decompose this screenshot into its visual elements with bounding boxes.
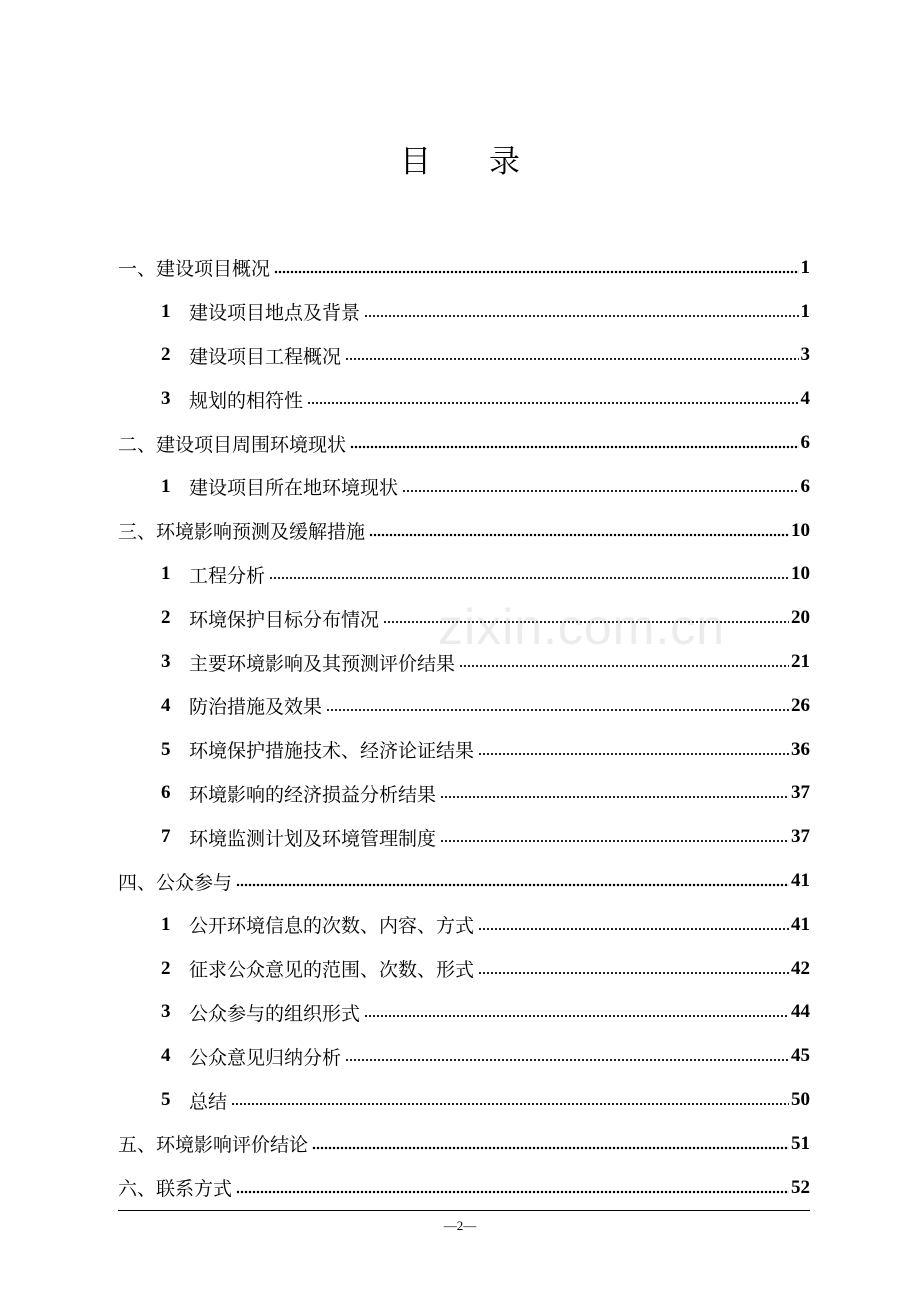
toc-entry-page-number: 3 — [800, 344, 810, 366]
toc-entry-number: 6 — [161, 782, 171, 804]
table-of-contents — [118, 246, 810, 1210]
toc-section-entry[interactable] — [118, 421, 810, 465]
dot-leader — [345, 1057, 789, 1063]
toc-entry-label: 六、联系方式 — [118, 1178, 233, 1201]
toc-subsection-entry[interactable] — [118, 1078, 810, 1122]
dot-leader — [236, 882, 789, 888]
toc-entry-label: 一、建设项目概况 — [118, 258, 271, 281]
dot-leader — [440, 838, 789, 844]
toc-entry-page-number: 42 — [791, 957, 810, 979]
dot-leader — [364, 1013, 789, 1019]
toc-entry-label: 环境影响的经济损益分析结果 — [189, 783, 437, 806]
toc-section-entry[interactable] — [118, 1122, 810, 1166]
toc-entry-number: 4 — [161, 1045, 171, 1067]
toc-entry-page-number: 37 — [791, 782, 810, 804]
toc-entry-label: 防治措施及效果 — [189, 696, 323, 719]
toc-entry-label: 四、公众参与 — [118, 871, 233, 894]
toc-entry-label: 公开环境信息的次数、内容、方式 — [189, 915, 475, 938]
toc-entry-page-number: 4 — [800, 388, 810, 410]
toc-entry-label: 总结 — [189, 1090, 228, 1113]
toc-entry-label: 五、环境影响评价结论 — [118, 1134, 309, 1157]
toc-entry-label: 工程分析 — [189, 564, 266, 587]
toc-entry-label: 环境保护目标分布情况 — [189, 608, 380, 631]
toc-entry-number: 3 — [161, 651, 171, 673]
toc-subsection-entry[interactable] — [118, 815, 810, 859]
toc-entry-page-number: 51 — [791, 1132, 810, 1154]
toc-entry-page-number: 36 — [791, 738, 810, 760]
toc-entry-label: 二、建设项目周围环境现状 — [118, 433, 347, 456]
toc-subsection-entry[interactable] — [118, 290, 810, 334]
toc-subsection-entry[interactable] — [118, 1034, 810, 1078]
footer-page-number: —2— — [443, 1218, 477, 1233]
toc-entry-label: 建设项目地点及背景 — [189, 302, 361, 325]
toc-entry-number: 1 — [161, 300, 171, 322]
toc-entry-page-number: 26 — [791, 694, 810, 716]
toc-entry-page-number: 37 — [791, 826, 810, 848]
toc-subsection-entry[interactable] — [118, 684, 810, 728]
toc-entry-page-number: 21 — [791, 651, 810, 673]
toc-entry-page-number: 45 — [791, 1045, 810, 1067]
toc-entry-label: 建设项目工程概况 — [189, 345, 342, 368]
toc-entry-page-number: 52 — [791, 1176, 810, 1198]
toc-entry-number: 5 — [161, 1089, 171, 1111]
dot-leader — [307, 400, 798, 406]
toc-entry-page-number: 6 — [800, 432, 810, 454]
watermark: zixin.com.cn — [438, 599, 726, 655]
toc-subsection-entry[interactable] — [118, 465, 810, 509]
toc-section-entry[interactable] — [118, 1166, 810, 1210]
footer-divider — [118, 1210, 810, 1211]
toc-entry-page-number: 41 — [791, 870, 810, 892]
toc-entry-label: 公众参与的组织形式 — [189, 1002, 361, 1025]
toc-entry-page-number: 50 — [791, 1089, 810, 1111]
dot-leader — [236, 1189, 789, 1195]
dot-leader — [402, 488, 798, 494]
toc-entry-label: 征求公众意见的范围、次数、形式 — [189, 959, 475, 982]
toc-subsection-entry[interactable] — [118, 772, 810, 816]
toc-entry-number: 2 — [161, 607, 171, 629]
dot-leader — [369, 532, 789, 538]
toc-subsection-entry[interactable] — [118, 377, 810, 421]
toc-entry-page-number: 44 — [791, 1001, 810, 1023]
dot-leader — [350, 444, 798, 450]
toc-entry-label: 主要环境影响及其预测评价结果 — [189, 652, 456, 675]
dot-leader — [364, 313, 798, 319]
toc-subsection-entry[interactable] — [118, 903, 810, 947]
toc-entry-number: 1 — [161, 475, 171, 497]
toc-entry-label: 三、环境影响预测及缓解措施 — [118, 521, 366, 544]
toc-entry-label: 规划的相符性 — [189, 389, 304, 412]
toc-entry-number: 4 — [161, 694, 171, 716]
toc-entry-page-number: 1 — [800, 256, 810, 278]
toc-entry-number: 1 — [161, 913, 171, 935]
toc-entry-page-number: 6 — [800, 475, 810, 497]
toc-subsection-entry[interactable] — [118, 991, 810, 1035]
toc-subsection-entry[interactable] — [118, 640, 810, 684]
toc-entry-page-number: 1 — [800, 300, 810, 322]
toc-section-entry[interactable] — [118, 509, 810, 553]
dot-leader — [269, 575, 789, 581]
toc-entry-number: 1 — [161, 563, 171, 585]
toc-entry-page-number: 10 — [791, 519, 810, 541]
title-char-2: 录 — [489, 144, 520, 180]
toc-entry-number: 5 — [161, 738, 171, 760]
toc-entry-number: 3 — [161, 1001, 171, 1023]
dot-leader — [440, 794, 789, 800]
dot-leader — [274, 269, 798, 275]
toc-entry-label: 环境保护措施技术、经济论证结果 — [189, 740, 475, 763]
toc-entry-label: 公众意见归纳分析 — [189, 1046, 342, 1069]
dot-leader — [326, 707, 789, 713]
toc-entry-page-number: 10 — [791, 563, 810, 585]
toc-entry-label: 建设项目所在地环境现状 — [189, 477, 399, 500]
toc-section-entry[interactable] — [118, 859, 810, 903]
toc-subsection-entry[interactable] — [118, 947, 810, 991]
toc-entry-label: 环境监测计划及环境管理制度 — [189, 827, 437, 850]
page-title — [0, 136, 920, 181]
dot-leader — [383, 619, 789, 625]
toc-entry-page-number: 41 — [791, 913, 810, 935]
dot-leader — [478, 926, 789, 932]
dot-leader — [231, 1101, 789, 1107]
dot-leader — [459, 663, 789, 669]
toc-entry-page-number: 20 — [791, 607, 810, 629]
dot-leader — [478, 970, 789, 976]
toc-section-entry[interactable] — [118, 246, 810, 290]
title-char-1: 目 — [400, 144, 431, 180]
toc-subsection-entry[interactable] — [118, 553, 810, 597]
toc-entry-number: 3 — [161, 388, 171, 410]
toc-entry-number: 2 — [161, 344, 171, 366]
toc-subsection-entry[interactable] — [118, 334, 810, 378]
toc-subsection-entry[interactable] — [118, 728, 810, 772]
dot-leader — [345, 356, 798, 362]
dot-leader — [478, 751, 789, 757]
toc-entry-number: 7 — [161, 826, 171, 848]
dot-leader — [312, 1145, 789, 1151]
toc-subsection-entry[interactable] — [118, 596, 810, 640]
toc-entry-number: 2 — [161, 957, 171, 979]
